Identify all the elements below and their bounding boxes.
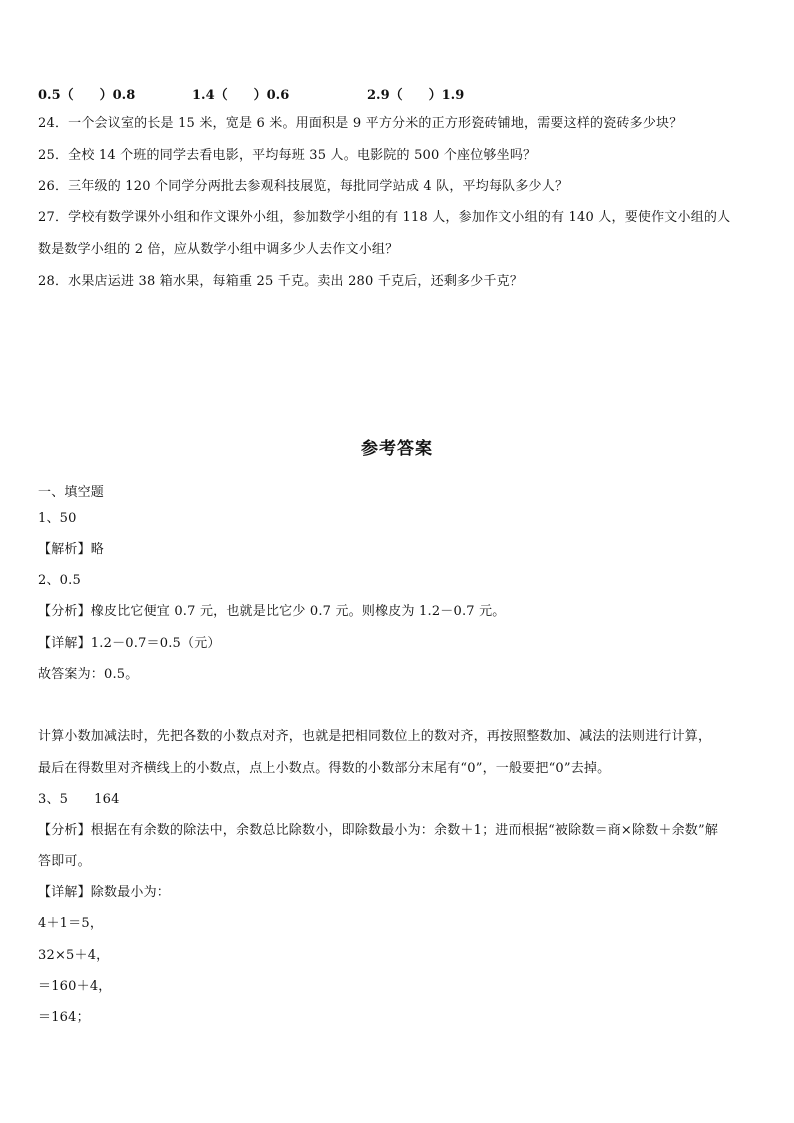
question-27-line-1: 27．学校有数学课外小组和作文课外小组，参加数学小组的有 118 人，参加作文小组的有 140 人，要使作文小组的人: [38, 210, 731, 225]
compare-item-1-right: ）0.8: [99, 88, 136, 103]
compare-item-3: [367, 84, 464, 103]
answer-2-method-line-2: 最后在得数里对齐横线上的小数点，点上小数点。得数的小数部分末尾有“0”，一般要把“0”去掉。: [38, 761, 611, 776]
answer-3-detail: 【详解】除数最小为：: [38, 885, 171, 900]
answer-3-analysis-line-1: 【分析】根据在有余数的除法中，余数总比除数小，即除数最小为：余数＋1；进而根据“被除数＝商×除数＋余数”解: [38, 823, 719, 838]
question-27-line-2: 数是数学小组的 2 倍，应从数学小组中调多少人去作文小组？: [38, 242, 399, 257]
answer-3: 3、5 164: [38, 792, 120, 807]
answer-3-step-4: ＝164；: [38, 1010, 90, 1025]
question-24: 24．一个会议室的长是 15 米，宽是 6 米。用面积是 9 平方分米的正方形瓷砖铺地，需要这样的瓷砖多少块？: [38, 116, 683, 131]
question-28: 28．水果店运进 38 箱水果，每箱重 25 千克。卖出 280 千克后，还剩多少千克？: [38, 274, 524, 289]
section-heading: 一、填空题: [38, 485, 105, 500]
answer-3-step-2: 32×5＋4，: [38, 948, 110, 963]
answer-1: 1、50: [38, 511, 77, 526]
answer-3-analysis-line-2: 答即可。: [38, 854, 91, 869]
question-26: 26．三年级的 120 个同学分两批去参观科技展览，每批同学站成 4 队，平均每队多少人？: [38, 179, 569, 194]
compare-item-1: [38, 84, 135, 103]
answer-1-note: 【解析】略: [38, 542, 105, 557]
compare-item-2: [192, 84, 289, 103]
compare-item-2-left: 1.4（: [192, 88, 228, 103]
compare-item-3-left: 2.9（: [367, 88, 403, 103]
answer-3-step-1: 4＋1＝5，: [38, 916, 104, 931]
answer-2-analysis: 【分析】橡皮比它便宜 0.7 元，也就是比它少 0.7 元。则橡皮为 1.2－0.7 元。: [38, 604, 506, 619]
answer-2-detail: 【详解】1.2－0.7＝0.5（元）: [38, 636, 221, 651]
compare-item-2-right: ）0.6: [253, 88, 290, 103]
answer-2: 2、0.5: [38, 573, 81, 588]
answers-title: 参考答案: [361, 439, 433, 459]
answer-2-result: 故答案为：0.5。: [38, 667, 139, 682]
answer-2-method-line-1: 计算小数加减法时，先把各数的小数点对齐，也就是把相同数位上的数对齐，再按照整数加、减法的法则进行计算，: [38, 729, 712, 744]
compare-item-3-right: ）1.9: [428, 88, 465, 103]
compare-item-1-left: 0.5（: [38, 88, 74, 103]
answer-3-step-3: ＝160＋4，: [38, 979, 112, 994]
question-25: 25．全校 14 个班的同学去看电影，平均每班 35 人。电影院的 500 个座位够坐吗？: [38, 148, 537, 163]
